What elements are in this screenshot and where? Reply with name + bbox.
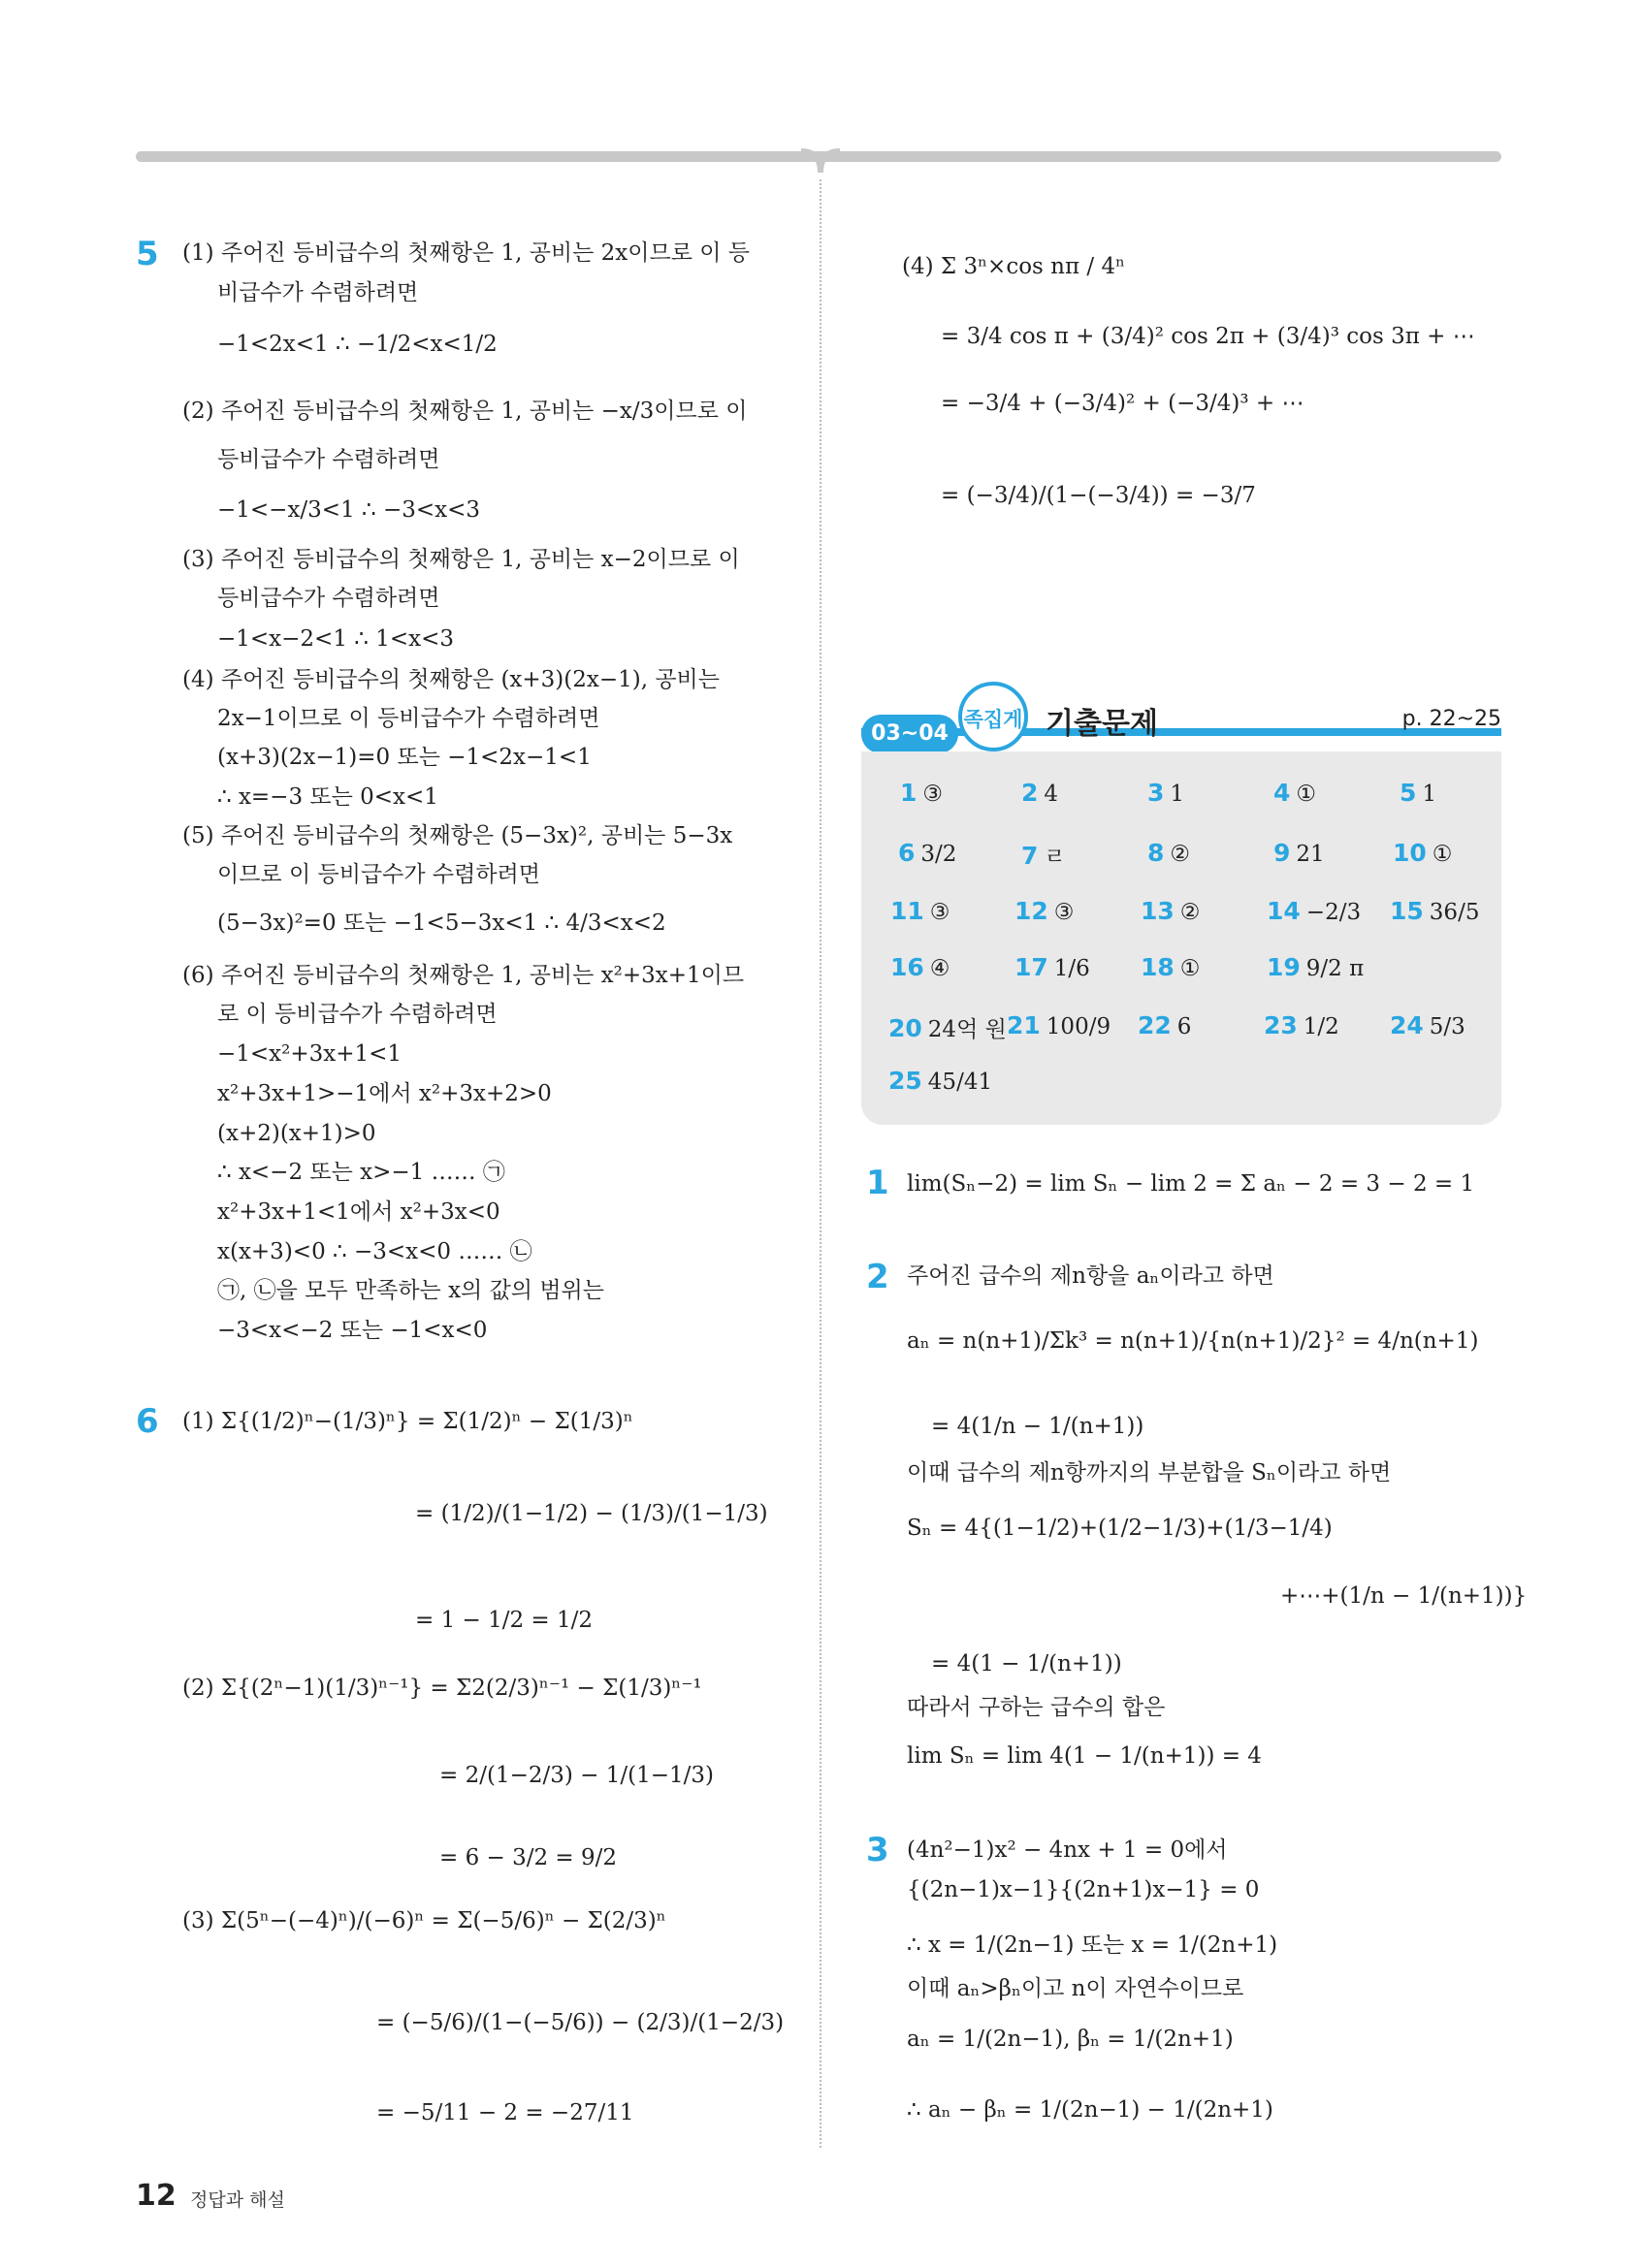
answer-item: 24 5/3 [1390,1011,1465,1039]
line: (4) Σ 3ⁿ×cos nπ / 4ⁿ [902,254,1126,279]
line: (x+2)(x+1)>0 [217,1121,376,1146]
footer-label: 정답과 해설 [190,2189,285,2211]
answer-item: 19 9/2 π [1267,953,1365,981]
answer-item: 18 ① [1141,953,1201,981]
line: (6) 주어진 등비급수의 첫째항은 1, 공비는 x²+3x+1이므 [182,963,745,988]
line: ∴ aₙ − βₙ = 1/(2n−1) − 1/(2n+1) [907,2097,1273,2123]
line: aₙ = n(n+1)/Σk³ = n(n+1)/{n(n+1)/2}² = 4/n(n+1) [907,1328,1479,1354]
problem-6-number: 6 [136,1402,159,1441]
line: (2) 주어진 등비급수의 첫째항은 1, 공비는 −x/3이므로 이 [182,399,748,424]
line: ∴ x = 1/(2n−1) 또는 x = 1/(2n+1) [907,1933,1278,1958]
line: −3<x<−2 또는 −1<x<0 [217,1318,488,1343]
answer-item: 4 ① [1273,779,1317,807]
answer-item: 11 ③ [890,897,950,925]
line: −1<x−2<1 ∴ 1<x<3 [217,626,454,652]
answer-item: 23 1/2 [1264,1011,1339,1039]
line: = (1/2)/(1−1/2) − (1/3)/(1−1/3) [415,1501,768,1526]
line: = 6 − 3/2 = 9/2 [439,1845,618,1870]
line: 비급수가 수렴하려면 [217,280,419,305]
line: = 1 − 1/2 = 1/2 [415,1608,594,1633]
line: −1<−x/3<1 ∴ −3<x<3 [217,497,481,523]
line: 등비급수가 수렴하려면 [217,586,440,611]
line: 이때 급수의 제n항까지의 부분합을 Sₙ이라고 하면 [907,1460,1392,1485]
line: (3) 주어진 등비급수의 첫째항은 1, 공비는 x−2이므로 이 [182,547,740,572]
answer-box [861,751,1501,1125]
line: = −3/4 + (−3/4)² + (−3/4)³ + ⋯ [941,391,1304,416]
answer-item: 12 ③ [1014,897,1075,925]
answer-item: 15 36/5 [1390,897,1480,925]
line: −1<2x<1 ∴ −1/2<x<1/2 [217,332,498,357]
section-badge: 족집게 [958,682,1028,751]
answer-item: 16 ④ [890,953,950,981]
answer-item: 25 45/41 [888,1067,993,1095]
line: aₙ = 1/(2n−1), βₙ = 1/(2n+1) [907,2027,1234,2052]
solution-2-number: 2 [866,1258,889,1296]
line: 2x−1이므로 이 등비급수가 수렴하려면 [217,706,600,731]
line: (4) 주어진 등비급수의 첫째항은 (x+3)(2x−1), 공비는 [182,667,720,692]
line: 이때 aₙ>βₙ이고 n이 자연수이므로 [907,1976,1244,2001]
answer-item: 20 24억 원 [888,1014,1007,1042]
answer-item: 10 ① [1393,839,1453,867]
line: 이므로 이 등비급수가 수렴하려면 [217,862,540,887]
line: 주어진 급수의 제n항을 aₙ이라고 하면 [907,1263,1274,1289]
answer-item: 14 −2/3 [1267,897,1362,925]
answer-item: 5 1 [1400,779,1437,807]
line: = 4(1 − 1/(n+1)) [931,1651,1122,1677]
line: x(x+3)<0 ∴ −3<x<0 …… ㉡ [217,1239,532,1264]
line: = (−5/6)/(1−(−5/6)) − (2/3)/(1−2/3) [376,2010,785,2035]
top-rule-notch [801,145,840,175]
line: (1) 주어진 등비급수의 첫째항은 1, 공비는 2x이므로 이 등 [182,240,750,266]
answer-item: 13 ② [1141,897,1201,925]
line: x²+3x+1<1에서 x²+3x<0 [217,1199,500,1225]
answer-box-header [861,682,1501,751]
line: 등비급수가 수렴하려면 [217,447,440,472]
answer-item: 9 21 [1273,839,1325,867]
answer-item: 6 3/2 [898,839,957,867]
line: ㉠, ㉡을 모두 만족하는 x의 값의 범위는 [217,1278,604,1303]
answer-item: 3 1 [1147,779,1185,807]
line: {(2n−1)x−1}{(2n+1)x−1} = 0 [907,1877,1260,1902]
line: 따라서 구하는 급수의 합은 [907,1695,1166,1720]
answer-item: 2 4 [1021,779,1059,807]
line: ∴ x=−3 또는 0<x<1 [217,784,438,810]
problem-5-number: 5 [136,235,159,273]
line: ∴ x<−2 또는 x>−1 …… ㉠ [217,1160,505,1185]
solution-3-number: 3 [866,1831,889,1869]
answer-item: 8 ② [1147,839,1191,867]
page-range: p. 22~25 [1401,707,1501,731]
line: = 3/4 cos π + (3/4)² cos 2π + (3/4)³ cos 3π + ⋯ [941,324,1475,349]
line: (5−3x)²=0 또는 −1<5−3x<1 ∴ 4/3<x<2 [217,910,666,936]
line: Sₙ = 4{(1−1/2)+(1/2−1/3)+(1/3−1/4) [907,1516,1333,1541]
answer-item: 17 1/6 [1014,953,1090,981]
line: 로 이 등비급수가 수렴하려면 [217,1002,498,1027]
line: = (−3/4)/(1−(−3/4)) = −3/7 [941,483,1256,508]
line: = 2/(1−2/3) − 1/(1−1/3) [439,1763,714,1788]
answer-item: 22 6 [1138,1011,1192,1039]
line: (2) Σ{(2ⁿ−1)(1/3)ⁿ⁻¹} = Σ2(2/3)ⁿ⁻¹ − Σ(1/3)ⁿ⁻¹ [182,1676,702,1701]
answer-item: 21 100/9 [1007,1011,1111,1039]
answer-item: 1 ③ [900,779,944,807]
lesson-range-badge: 03~04 [861,715,958,753]
line: x²+3x+1>−1에서 x²+3x+2>0 [217,1081,552,1106]
page-number: 12 [136,2179,177,2213]
section-title: 기출문제 [1046,707,1158,741]
line: (x+3)(2x−1)=0 또는 −1<2x−1<1 [217,745,592,770]
line: (3) Σ(5ⁿ−(−4)ⁿ)/(−6)ⁿ = Σ(−5/6)ⁿ − Σ(2/3)ⁿ [182,1908,666,1933]
line: = 4(1/n − 1/(n+1)) [931,1414,1144,1439]
line: lim Sₙ = lim 4(1 − 1/(n+1)) = 4 [907,1743,1262,1769]
solution-1-number: 1 [866,1164,889,1202]
line: lim(Sₙ−2) = lim Sₙ − lim 2 = Σ aₙ − 2 = 3 − 2 = 1 [907,1171,1475,1197]
line: +⋯+(1/n − 1/(n+1))} [1280,1583,1528,1609]
answer-item: 7 ㄹ [1021,842,1066,870]
line: (5) 주어진 등비급수의 첫째항은 (5−3x)², 공비는 5−3x [182,823,733,848]
line: (4n²−1)x² − 4nx + 1 = 0에서 [907,1837,1228,1863]
line: (1) Σ{(1/2)ⁿ−(1/3)ⁿ} = Σ(1/2)ⁿ − Σ(1/3)ⁿ [182,1409,633,1434]
line: = −5/11 − 2 = −27/11 [376,2100,634,2125]
line: −1<x²+3x+1<1 [217,1041,402,1067]
column-divider [820,179,821,2148]
